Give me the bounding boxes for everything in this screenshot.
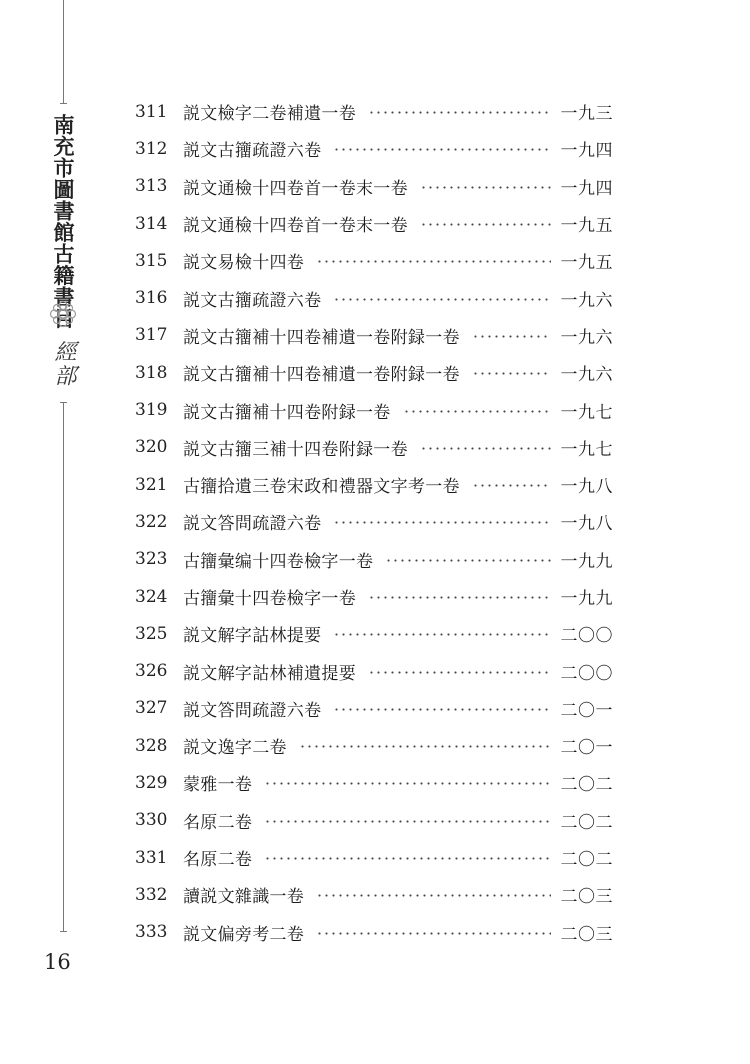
flower-ornament-icon bbox=[48, 299, 78, 329]
side-rule-middle-cap-top bbox=[60, 402, 67, 403]
entry-title: 説文古籒三補十四卷附録一卷 bbox=[183, 439, 408, 460]
toc-entry bbox=[135, 205, 613, 242]
toc-entry bbox=[135, 802, 613, 839]
dot-leader bbox=[333, 633, 550, 636]
entry-page: 二〇〇 bbox=[560, 663, 613, 684]
entry-title: 古籒拾遺三卷宋政和禮器文字考一卷 bbox=[183, 477, 460, 498]
entry-number: 327 bbox=[135, 698, 168, 719]
toc-entry bbox=[135, 168, 613, 205]
dot-leader bbox=[368, 596, 551, 599]
toc-entry bbox=[135, 764, 613, 801]
entry-number: 325 bbox=[135, 623, 168, 644]
dot-leader bbox=[316, 932, 550, 935]
entry-number: 311 bbox=[135, 101, 168, 122]
toc-entry bbox=[135, 242, 613, 279]
entry-number: 333 bbox=[135, 922, 168, 943]
dot-leader bbox=[333, 521, 550, 524]
entry-page: 二〇二 bbox=[560, 775, 613, 796]
entry-title: 説文逸字二卷 bbox=[183, 738, 287, 759]
running-title: 南充市圖書館古籍書目 bbox=[51, 114, 76, 329]
entry-page: 一九九 bbox=[560, 589, 613, 609]
entry-title: 説文解字詁林補遺提要 bbox=[183, 663, 356, 684]
entry-number: 330 bbox=[135, 810, 168, 831]
dot-leader bbox=[403, 410, 551, 413]
entry-number: 326 bbox=[135, 661, 168, 682]
dot-leader bbox=[385, 559, 550, 562]
side-rule-middle-cap-bottom bbox=[60, 931, 67, 932]
entry-number: 329 bbox=[135, 772, 168, 793]
side-rule-top bbox=[63, 0, 64, 104]
entry-number: 313 bbox=[135, 176, 168, 197]
toc-list bbox=[135, 93, 613, 951]
entry-title: 説文古籒補十四卷補遺一卷附録一卷 bbox=[183, 365, 460, 386]
dot-leader bbox=[420, 447, 551, 450]
entry-title: 名原二卷 bbox=[183, 850, 253, 871]
entry-number: 319 bbox=[135, 400, 168, 421]
entry-title: 古籒彙编十四卷檢字一卷 bbox=[183, 551, 374, 572]
entry-title: 説文答問疏證六卷 bbox=[183, 514, 322, 535]
entry-title: 讀説文雜識一卷 bbox=[183, 887, 305, 908]
toc-entry bbox=[135, 279, 613, 316]
entry-page: 二〇三 bbox=[560, 924, 613, 945]
entry-title: 古籒彙十四卷檢字一卷 bbox=[183, 589, 356, 609]
entry-title: 説文古籒補十四卷補遺一卷附録一卷 bbox=[183, 327, 460, 348]
entry-number: 323 bbox=[135, 549, 168, 570]
toc-entry bbox=[135, 541, 613, 578]
entry-page: 一九六 bbox=[560, 365, 613, 386]
toc-entry bbox=[135, 93, 613, 130]
entry-title: 名原二卷 bbox=[183, 812, 253, 833]
entry-title: 説文偏旁考二卷 bbox=[183, 924, 305, 945]
dot-leader bbox=[472, 335, 551, 338]
entry-page: 一九八 bbox=[560, 477, 613, 498]
dot-leader bbox=[316, 260, 550, 263]
entry-number: 332 bbox=[135, 884, 168, 905]
entry-page: 二〇三 bbox=[560, 887, 613, 908]
toc-entry bbox=[135, 690, 613, 727]
toc-entry bbox=[135, 615, 613, 652]
entry-page: 一九五 bbox=[560, 216, 613, 237]
toc-entry bbox=[135, 578, 613, 615]
dot-leader bbox=[264, 820, 550, 823]
entry-title: 説文答問疏證六卷 bbox=[183, 700, 322, 721]
entry-page: 一九四 bbox=[560, 141, 613, 162]
dot-leader bbox=[299, 745, 551, 748]
dot-leader bbox=[420, 223, 551, 226]
entry-page: 一九八 bbox=[560, 514, 613, 535]
entry-title: 説文古籒疏證六卷 bbox=[183, 290, 322, 311]
entry-number: 322 bbox=[135, 511, 168, 532]
entry-number: 328 bbox=[135, 735, 168, 756]
toc-entry bbox=[135, 652, 613, 689]
entry-number: 324 bbox=[135, 586, 168, 607]
dot-leader bbox=[368, 111, 551, 114]
entry-page: 二〇二 bbox=[560, 850, 613, 871]
entry-title: 説文通檢十四卷首一卷末一卷 bbox=[183, 216, 408, 237]
side-rule-top-cap bbox=[60, 103, 67, 104]
dot-leader bbox=[472, 484, 551, 487]
entry-page: 一九九 bbox=[560, 551, 613, 572]
toc-entry bbox=[135, 876, 613, 913]
toc-entry bbox=[135, 429, 613, 466]
dot-leader bbox=[264, 782, 550, 785]
entry-page: 一九七 bbox=[560, 402, 613, 423]
entry-number: 331 bbox=[135, 847, 168, 868]
dot-leader bbox=[368, 671, 551, 674]
toc-entry bbox=[135, 839, 613, 876]
side-rule-middle bbox=[63, 402, 64, 932]
entry-page: 一九五 bbox=[560, 253, 613, 274]
entry-title: 説文易檢十四卷 bbox=[183, 253, 305, 274]
entry-page: 一九七 bbox=[560, 439, 613, 460]
entry-page: 一九三 bbox=[560, 104, 613, 125]
entry-page: 二〇一 bbox=[560, 738, 613, 759]
entry-title: 説文古籒補十四卷附録一卷 bbox=[183, 402, 391, 423]
toc-entry bbox=[135, 317, 613, 354]
dot-leader bbox=[472, 372, 551, 375]
entry-page: 一九六 bbox=[560, 327, 613, 348]
dot-leader bbox=[333, 298, 550, 301]
entry-number: 320 bbox=[135, 437, 168, 458]
entry-page: 二〇二 bbox=[560, 812, 613, 833]
toc-entry bbox=[135, 503, 613, 540]
entry-title: 説文通檢十四卷首一卷末一卷 bbox=[183, 178, 408, 199]
dot-leader bbox=[316, 894, 550, 897]
entry-number: 312 bbox=[135, 138, 168, 159]
dot-leader bbox=[420, 186, 551, 189]
entry-number: 315 bbox=[135, 250, 168, 271]
entry-page: 一九六 bbox=[560, 290, 613, 311]
entry-title: 蒙雅一卷 bbox=[183, 775, 253, 796]
toc-entry bbox=[135, 914, 613, 951]
toc-entry bbox=[135, 354, 613, 391]
entry-page: 一九四 bbox=[560, 178, 613, 199]
entry-title: 説文檢字二卷補遺一卷 bbox=[183, 104, 356, 125]
page-number: 16 bbox=[44, 950, 71, 974]
toc-entry bbox=[135, 727, 613, 764]
entry-page: 二〇一 bbox=[560, 700, 613, 721]
entry-number: 321 bbox=[135, 474, 168, 495]
entry-title: 説文古籒疏證六卷 bbox=[183, 141, 322, 162]
entry-title: 説文解字詁林提要 bbox=[183, 626, 322, 647]
toc-entry bbox=[135, 130, 613, 167]
entry-number: 316 bbox=[135, 288, 168, 309]
entry-number: 314 bbox=[135, 213, 168, 234]
toc-entry bbox=[135, 466, 613, 503]
dot-leader bbox=[333, 148, 550, 151]
entry-number: 317 bbox=[135, 325, 168, 346]
entry-page: 二〇〇 bbox=[560, 626, 613, 647]
dot-leader bbox=[264, 857, 550, 860]
dot-leader bbox=[333, 708, 550, 711]
toc-entry bbox=[135, 391, 613, 428]
section-label: 經部 bbox=[51, 340, 76, 388]
entry-number: 318 bbox=[135, 362, 168, 383]
